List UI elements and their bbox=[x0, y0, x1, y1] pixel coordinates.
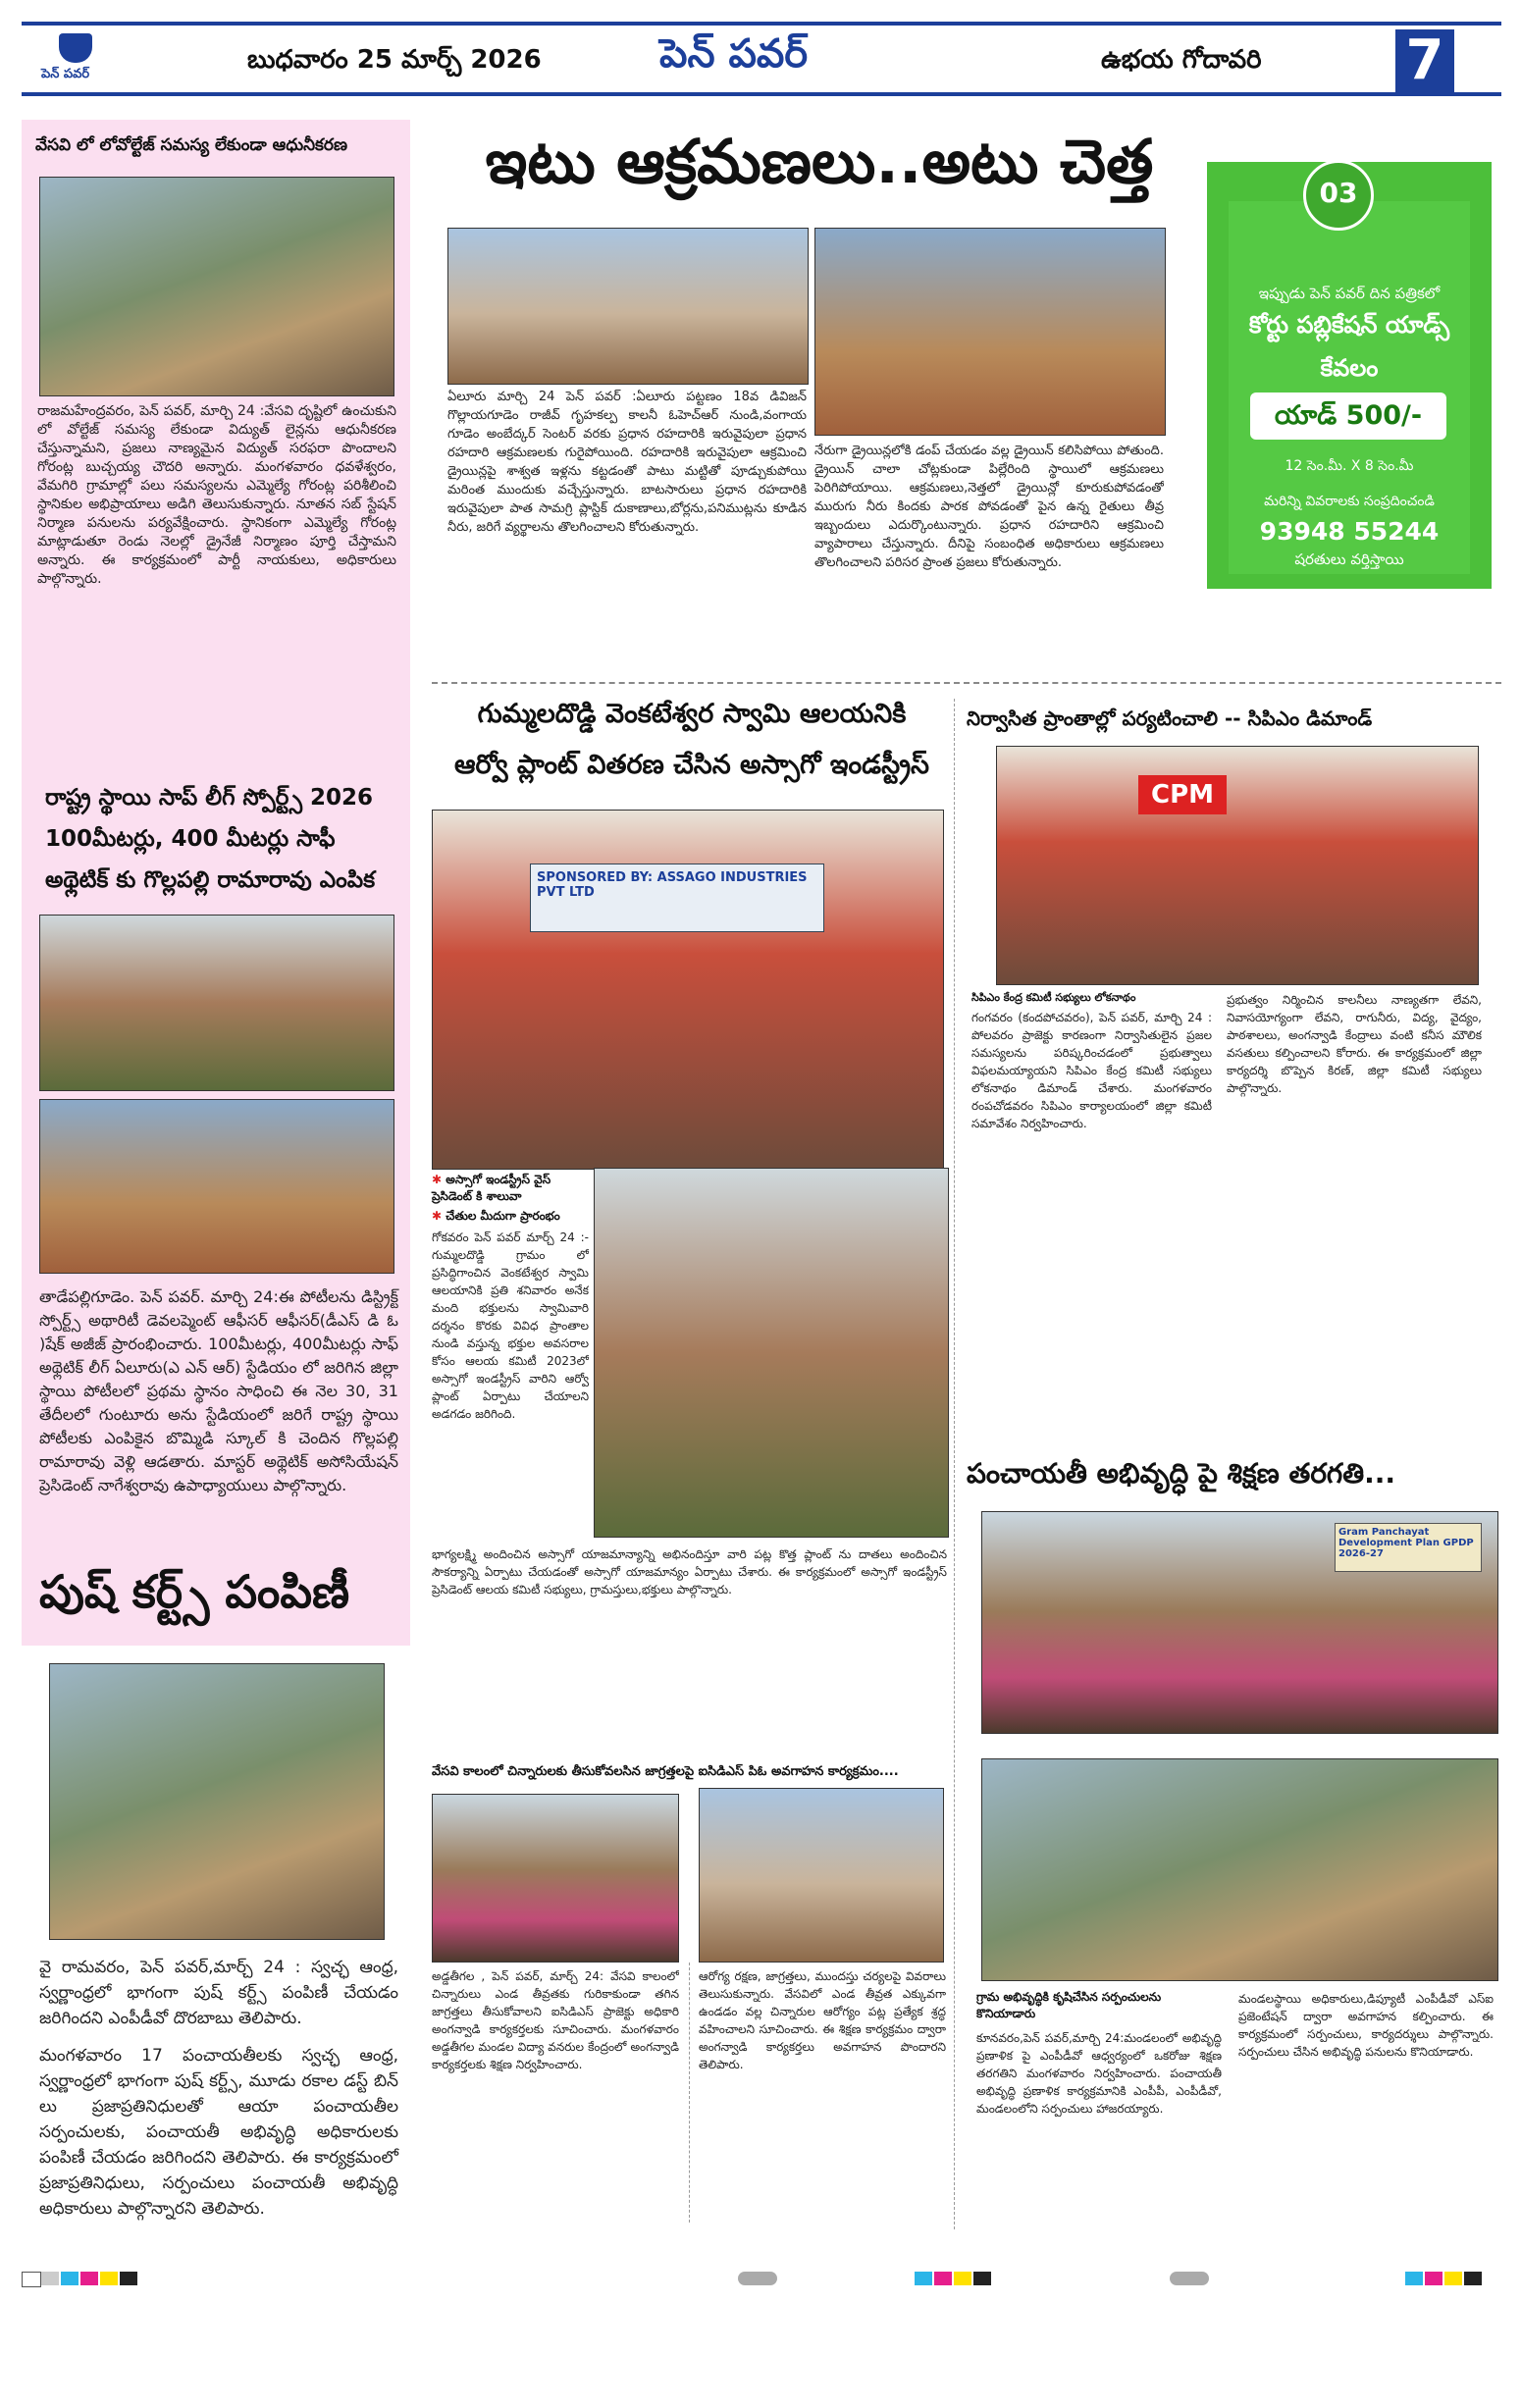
training-banner-text: Gram Panchayat Development Plan GPDP 2026-27 bbox=[1338, 1527, 1474, 1559]
sponsor-banner bbox=[530, 864, 824, 932]
temple-ro-body-b: భాగ్యలక్ష్మి అందించిన అస్సాగో యాజమాన్యాన్ని అభినందిస్తూ వారి పట్ల కొత్త ప్లాంట్ ను దాతలు అందించిన సౌకర్యాన్ని ఏర్పాటు చేయడంతో అస్సాగో యాజమాన్యం ఏర్పాటు చేశారు. ఈ కార్యక్రమంలో అస్సాగో ఇండస్ట్రీస్ ప్రెసిడెంట్ ఆలయ కమిటీ సభ్యులు, గ్రామస్తులు,భక్తులు పాల్గొన్నారు. bbox=[432, 1547, 947, 1597]
color-swatch bbox=[100, 2272, 118, 2285]
color-swatch bbox=[1425, 2272, 1442, 2285]
color-swatch bbox=[973, 2272, 991, 2285]
cpim-body-2: ప్రభుత్వం నిర్మించిన కాలనీలు నాణ్యతగా లేవని, నివాసయోగ్యంగా లేవని, రాగునీరు, విద్య, వైద్యం, పాఠశాలలు, అంగన్వాడి కేంద్రాలు వంటి కనీస మౌలిక వసతులు కల్పించాలని కోరారు. ఈ కార్యక్రమంలో జిల్లా కార్యదర్శి బొప్పెన కిరణ్, జిల్లా కమిటీ సభ్యులు పాల్గొన్నారు. bbox=[1227, 993, 1482, 1095]
page-number: 7 bbox=[1395, 29, 1454, 92]
top-story-photo-left bbox=[447, 228, 809, 385]
shield-icon bbox=[59, 33, 92, 63]
advert-line-2: కోర్టు పబ్లికేషన్ యాడ్స్ bbox=[1248, 311, 1450, 339]
color-swatch bbox=[915, 2272, 932, 2285]
training-banner bbox=[1335, 1523, 1482, 1572]
cpim-body-1: గంగవరం (కందపోచవరం), పెన్ పవర్, మార్చి 24 : పోలవరం ప్రాజెక్టు కారణంగా నిర్వాసితులైన ప్రజల సమస్యలను పరిష్కరించడంలో ప్రభుత్వాలు విఫలమయ్యాయని సిపిఎం కేంద్ర కమిటీ సభ్యులు లోకనాథం డిమాండ్ చేశారు. మంగళవారం రంపచోడవరం సిపిఎం కార్యాలయంలో జిల్లా కమిటీ సమావేశం నిర్వహించారు. bbox=[971, 1011, 1212, 1130]
advert-line-3: కేవలం bbox=[1320, 354, 1379, 382]
top-story-photo-right bbox=[814, 228, 1166, 436]
color-swatch bbox=[954, 2272, 971, 2285]
icds-body-2: ఆరోగ్య రక్షణ, జాగ్రత్తలు, ముందస్తు చర్యలపై వివరాలు తెలుసుకున్నారు. వేసవిలో ఎండ తీవ్రత ఎక్కువగా ఉండడం వల్ల చిన్నారుల ఆరోగ్యం పట్ల ప్రత్యేక శ్రద్ధ వహించాలని సూచించారు. ఈ శిక్షణ కార్యక్రమం ద్వారా అంగన్వాడి కార్యకర్తలు అవగాహన పొందారని తెలిపారు. bbox=[699, 1969, 946, 2071]
training-body-2: మండలస్థాయి అధికారులు,డిప్యూటీ ఎంపీడీవో ఎస్ఐ ప్రజెంటేషన్ ద్వారా అవగాహన కల్పించారు. ఈ కార్యక్రమంలో సర్పంచులు, కార్యదర్శులు పాల్గొన్నారు. సర్పంచులు చేసిన అభివృద్ధి పనులను కొనియాడారు. bbox=[1238, 1992, 1494, 2059]
column-rule bbox=[954, 699, 955, 2229]
advert-price bbox=[1250, 393, 1446, 440]
masthead bbox=[22, 22, 1501, 96]
training-photo-bottom bbox=[981, 1758, 1498, 1981]
story-lowvoltage-body: రాజమహేంద్రవరం, పెన్ పవర్, మార్చి 24 :వేసవి దృష్టిలో ఉంచుకుని లో వోల్టేజ్ సమస్య లేకుండా విద్యుత్ లైన్లను ఆధునీకరణ చేస్తున్నామని, ప్రజలు నాణ్యమైన విద్యుత్ సరఫరా పొందాలని గోరంట్ల బుచ్చయ్య చౌదరి అన్నారు. మంగళవారం ధవళేశ్వరం, వేమగిరి గ్రామాల్లో పలు సమస్యలను ఎమ్మెల్యే గోరంట్ల పరిశీలించి స్థానికుల అభిప్రాయాలు అడిగి తెలుసుకున్నారు. నూతన సబ్ స్టేషన్ నిర్మాణ పనులను పర్యవేక్షించారు. స్థానికంగా ఎమ్మెల్యే గోరంట్ల మాట్లాడుతూ రెండు నెలల్లో డ్రైనేజీ నిర్మాణం పూర్తి చేస్తామని అన్నారు. ఈ కార్యక్రమంలో పార్టీ నాయకులు, అధికారులు పాల్గొన్నారు. bbox=[37, 403, 396, 587]
color-swatch bbox=[41, 2272, 59, 2285]
color-swatch bbox=[738, 2272, 777, 2285]
color-swatch bbox=[22, 2272, 41, 2287]
story-pushcarts-title: పుష్ కర్ట్స్ పంపిణీ bbox=[39, 1565, 350, 1618]
brand-title: పెన్ పవర్ bbox=[659, 31, 809, 77]
story-lowvoltage-photo bbox=[39, 177, 394, 396]
story-athletics-body: తాడేపల్లిగూడెం. పెన్ పవర్. మార్చి 24:ఈ పోటీలను డిస్ట్రిక్ట్ స్పోర్ట్స్ అథారిటీ డెవలప్మెంట్ ఆఫీసర్ ఆఫీసర్(డీఎస్ డి ఓ )షేక్ అజీజ్ ప్రారంభించారు. 100మీటర్లు, 400మీటర్లు సాఫ్ అథ్లెటిక్ లీగ్ ఏలూరు(ఎ ఎన్ ఆర్) స్టేడియం లో జరిగిన జిల్లా స్థాయి పోటీలలో ప్రథమ స్థానం సాధించి ఈ నెల 30, 31 తేదీలలో గుంటూరు అను స్టేడియంలో జరిగే రాష్ట్ర స్థాయి పోటీలకు ఎంపికైన బొమ్మిడి స్కూల్ కి చెందిన గొల్లపల్లి రామారావు వెళ్లి ఆడతారు. మాస్టర్ అథ్లెటిక్ అసోసియేషన్ ప్రెసిడెంట్ నాగేశ్వరావు ఉపాధ్యాయులు పాల్గొన్నారు. bbox=[39, 1287, 398, 1494]
print-registration-bar bbox=[22, 2272, 1501, 2285]
icds-title: వేసవి కాలంలో చిన్నారులకు తీసుకోవలసిన జాగ్రత్తలపై ఐసిడిఎస్ పిఓ అవగాహన కార్యక్రమం.... bbox=[432, 1764, 899, 1779]
training-title: పంచాయతీ అభివృద్ధి పై శిక్షణ తరగతి... bbox=[967, 1457, 1396, 1490]
top-story-title: ఇటు ఆక్రమణలు..అటు చెత్త bbox=[485, 126, 1154, 197]
advert-line-1: ఇప్పుడు పెన్ పవర్ దిన పత్రికలో bbox=[1258, 285, 1441, 302]
advert-phone: 93948 55244 bbox=[1259, 517, 1440, 546]
cpim-title: నిర్వాసిత ప్రాంతాల్లో పర్యటించాలి -- సిపిఎం డిమాండ్ bbox=[967, 707, 1373, 730]
story-pushcarts-body-1: వై రామవరం, పెన్ పవర్,మార్చ్ 24 : స్వచ్ఛ ఆంధ్ర, స్వర్ణాంధ్రలో భాగంగా పుష్ కర్ట్స్ పంపిణీ చేయడం జరిగిందని ఎంపీడీవో దొరబాబు తెలిపారు. bbox=[39, 1958, 398, 2028]
temple-ro-body-a: గోకవరం పెన్ పవర్ మార్చ్ 24 :- గుమ్మలదొడ్డి గ్రామం లో ప్రసిద్ధిగాంచిన వెంకటేశ్వర స్వామి ఆలయానికి ప్రతి శనివారం అనేక మంది భక్తులను స్వామివారి దర్శనం కొరకు వివిధ ప్రాంతాల నుండి వస్తున్న భక్తుల అవసరాల కోసం ఆలయ కమిటీ 2023లో అస్సాగో ఇండస్ట్రీస్ వారిని ఆర్వో ప్లాంట్ ఏర్పాటు చేయాలని అడగడం జరిగింది. bbox=[432, 1230, 589, 1421]
ro-plant-photo bbox=[594, 1168, 949, 1538]
training-body-1: కూనవరం,పెన్ పవర్,మార్చి 24:మండలంలో అభివృద్ధి ప్రణాళిక పై ఎంపీడీవో ఆధ్వర్యంలో ఒకరోజు శిక్షణ తరగతిని మంగళవారం నిర్వహించారు. పంచాయతీ అభివృద్ధి ప్రణాళిక కార్యక్రమానికి ఎంపీపీ, ఎంపీడీవో, మండలంలోని సర్పంచులు హాజరయ్యారు. bbox=[976, 2031, 1222, 2116]
caption-bullet-icon: ✱ bbox=[432, 1173, 443, 1186]
cpm-banner: CPM bbox=[1138, 775, 1227, 814]
newspaper-logo bbox=[22, 31, 130, 86]
color-swatch bbox=[61, 2272, 79, 2285]
athletics-group-photo bbox=[39, 915, 394, 1091]
issue-date: బుధవారం 25 మార్చ్ 2026 bbox=[247, 45, 542, 75]
pushcarts-photo bbox=[49, 1663, 385, 1940]
court-ads-advert bbox=[1207, 162, 1492, 589]
top-story-body-right: నేరుగా డ్రైయిన్లలోకి డంప్ చేయడం వల్ల డ్రైయిన్ కలిసిపోయి పోతుంది. డ్రైయిన్ చాలా చోట్లకుండా పిల్లేరింది స్థాయిలో ఆక్రమణలు పెరిగిపోయాయి. ఆక్రమణలు,నెత్తలో డ్రైయిన్లో కూరుకుపోవడంతో మురుగు నీరు కిందకు పారక పోవడంతో పైన ఉన్న రైతులు తీవ్ర ఇబ్బందులు ఎదుర్కొంటున్నారు. ప్రధాన రహదారిని ఆక్రమించి వ్యాపారాలు చేస్తున్నారు. దీనిపై సంబంధిత అధికారులు ఆక్రమణలు తొలగించాలని పరిసర ప్రాంత ప్రజలు కోరుతున్నారు. bbox=[814, 444, 1164, 570]
cpim-photo bbox=[996, 746, 1479, 985]
color-swatch bbox=[1170, 2272, 1209, 2285]
advert-line-5: 12 సెం.మీ. X 8 సెం.మీ bbox=[1285, 458, 1414, 474]
color-swatch bbox=[80, 2272, 98, 2285]
story-athletics-title-2: 100మీటర్లు, 400 మీటర్లు సాఫీ bbox=[45, 826, 336, 852]
story-pushcarts-body-2: మంగళవారం 17 పంచాయతీలకు స్వచ్ఛ ఆంధ్ర, స్వర్ణాంధ్రలో భాగంగా పుష్ కర్ట్స్, మూడు రకాల డస్ట్ బిన్ లు ప్రజాప్రతినిధులతో ఆయా పంచాయతీల సర్పంచులకు, పంచాయతీ అభివృద్ధి అధికారులకు పంపిణీ చేయడం జరిగిందని తెలిపారు. ఈ కార్యక్రమంలో ప్రజాప్రతినిధులు, సర్పంచులు పంచాయతీ అభివృద్ధి అధికారులు పాల్గొన్నారని తెలిపారు. bbox=[39, 2046, 398, 2219]
story-athletics-title-1: రాష్ట్ర స్థాయి సాప్ లీగ్ స్పోర్ట్స్ 2026 bbox=[45, 785, 374, 811]
temple-caption-2 bbox=[432, 1209, 579, 1226]
temple-caption-1-text: అస్సాగో ఇండస్ట్రీస్ వైస్ ప్రెసిడెంట్ కి శాలువా bbox=[432, 1173, 551, 1203]
icds-photo-left bbox=[432, 1794, 679, 1963]
advert-badge: 03 bbox=[1303, 160, 1374, 231]
cpim-caption: సిపిఎం కేంద్ర కమిటీ సభ్యులు లోకనాథం bbox=[971, 991, 1136, 1004]
story-athletics-title-3: అథ్లెటిక్ కు గొల్లపల్లి రామారావు ఎంపిక bbox=[45, 867, 376, 893]
column-rule bbox=[689, 1963, 690, 2223]
color-swatch bbox=[934, 2272, 952, 2285]
advert-panel bbox=[1229, 201, 1470, 574]
temple-caption-2-text: చేతుల మీదుగా ప్రారంభం bbox=[446, 1209, 560, 1223]
section-divider bbox=[432, 682, 1501, 684]
top-story-body-left: ఏలూరు మార్చి 24 పెన్ పవర్ :ఏలూరు పట్టణం 18వ డివిజన్ గొల్లాయగూడెం రాజీవ్ గృహకల్ప కాలనీ ఓహెచ్ఆర్ నుండి,వంగాయ గూడెం అంబేద్కర్ సెంటర్ వరకు ప్రధాన రహదారికి ఇరువైపులా ప్రధాన రహదారి ఆక్రమణలకు గురైపోయింది. రహదారికి ఇరువైపులా ఆక్రమించి డ్రైయిన్లపై శాశ్వత ఇళ్లను కట్టడంతో పాటు మట్టితో పూడ్చుకుపోయి మరింత ముందుకు వచ్చేస్తున్నారు. బాటసారులు ప్రధాన రహదారికి ఇరువైపులా పాత సామగ్రి ప్లాస్టిక్ దుకాణాలు,బోర్లను,పనిముట్లను కూడిన నీరు, జరిగే వ్యర్థాలను తొలగించాలని కోరుతున్నారు. bbox=[447, 390, 807, 535]
advert-line-7: షరతులు వర్తిస్తాయి bbox=[1294, 550, 1404, 568]
caption-bullet-icon: ✱ bbox=[432, 1209, 443, 1223]
story-lowvoltage-title: వేసవి లో లోవోల్టేజ్ సమస్య లేకుండా ఆధునీకరణ bbox=[35, 135, 348, 155]
temple-ro-title-2: ఆర్వో ప్లాంట్ వితరణ చేసిన అస్సాగో ఇండస్ట్రీస్ bbox=[454, 750, 929, 780]
color-swatch bbox=[1444, 2272, 1462, 2285]
temple-caption-1 bbox=[432, 1173, 579, 1206]
temple-ro-title-1: గుమ్మలదొడ్డి వెంకటేశ్వర స్వామి ఆలయనికి bbox=[477, 699, 907, 729]
logo-text: పెన్ పవర్ bbox=[41, 67, 90, 81]
training-caption: గ్రామ అభివృద్ధికి కృషిచేసిన సర్పంచులను కొనియాడారు bbox=[976, 1990, 1162, 2020]
sponsor-banner-text: SPONSORED BY: ASSAGO INDUSTRIES PVT LTD bbox=[537, 870, 808, 900]
icds-body-1: అడ్డతీగల , పెన్ పవర్, మార్చ్ 24: వేసవి కాలంలో చిన్నారులు ఎండ తీవ్రతకు గురికాకుండా తగిన జాగ్రత్తలు తీసుకోవాలని ఐసిడిఎస్ ప్రాజెక్టు అధికారి అంగన్వాడి కార్యకర్తలకు సూచించారు. మంగళవారం అడ్డతీగల మండల విద్యా వనరుల కేంద్రంలో అంగన్వాడి కార్యకర్తలకు శిక్షణ నిర్వహించారు. bbox=[432, 1969, 679, 2071]
athletics-race-photo bbox=[39, 1099, 394, 1274]
color-swatch bbox=[1405, 2272, 1423, 2285]
icds-photo-right bbox=[699, 1788, 944, 1963]
color-swatch bbox=[1464, 2272, 1482, 2285]
region-label: ఉభయ గోదావరి bbox=[1101, 45, 1262, 75]
color-swatch bbox=[120, 2272, 137, 2285]
advert-line-6: మరిన్ని వివరాలకు సంప్రదించండి bbox=[1264, 494, 1435, 509]
advert-price-text: యాడ్ 500/- bbox=[1274, 400, 1423, 431]
